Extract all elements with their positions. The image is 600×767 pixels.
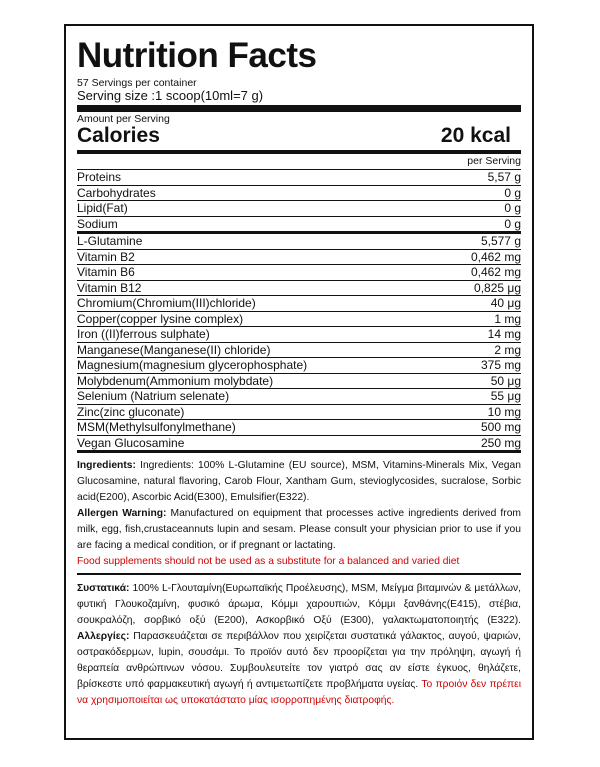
supplement-warning: Food supplements should not be used as a substitute for a balanced and varied diet <box>77 556 460 567</box>
ingredient-value: 375 mg <box>480 358 521 372</box>
nutrient-value: 0 g <box>504 216 521 231</box>
ingredient-name: Chromium(Chromium(III)chloride) <box>77 296 256 310</box>
calories-row <box>77 125 521 147</box>
ingredient-value: 1 mg <box>494 311 521 326</box>
nutrient-value: 0 g <box>504 201 521 215</box>
table-row <box>77 405 521 421</box>
ingredient-value: 250 mg <box>480 435 521 450</box>
greek-allergen-text: Παρασκευάζεται σε περιβάλλον που χειρίζεται συστατικά γάλακτος, αυγού, ψαριών, οστρακόδερμων, lupin, σουσάμι. Το προϊόν αυτό δεν προορίζεται για την πρόληψη, αγωγή ή θεραπεία ανθρώπινων νόσου. Συμβουλευτείτε τον γιατρό σας αν είστε έγκυος, θηλάζετε, βρίσκεστε υπό φαρμακευτική αγωγή ή αντιμετωπίζετε προβλήματα υγείας. <box>77 631 521 690</box>
nutrient-value: 0 g <box>504 185 521 200</box>
ingredient-name: Zinc(zinc gluconate) <box>77 404 185 419</box>
ingredient-name: Vitamin B12 <box>77 280 142 295</box>
ingredient-name: Magnesium(magnesium glycerophosphate) <box>77 358 308 372</box>
nutrient-name: Lipid(Fat) <box>77 201 128 215</box>
table-row <box>77 170 521 186</box>
allergen-text: Manufactured on equipment that processes active ingredients derived from milk, egg, fish,crustaceannuts lupin and sesam. Please consult your physician prior to use if you are facing a medical condition, or if pregnant or lactating. <box>77 508 521 551</box>
table-row <box>77 186 521 202</box>
ingredient-name: Iron ((II)ferrous sulphate) <box>77 327 210 341</box>
thick-divider <box>77 105 521 112</box>
serving-size: Serving size :1 scoop(10ml=7 g) <box>77 88 264 103</box>
calories-label: Calories <box>77 124 160 147</box>
greek-allergen-label: Αλλεργίες: <box>77 631 130 642</box>
ingredient-value: 14 mg <box>487 327 521 341</box>
table-row <box>77 250 521 266</box>
ingredient-name: Vitamin B2 <box>77 249 135 264</box>
ingredient-value: 0,462 mg <box>470 249 521 264</box>
ingredient-name: Vitamin B6 <box>77 265 135 279</box>
table-row <box>77 217 521 235</box>
ingredient-value: 0,825 μg <box>474 280 521 295</box>
label-title: Nutrition Facts <box>77 36 317 75</box>
ingredient-name: Manganese(Manganese(II) chloride) <box>77 342 271 357</box>
ingredient-value: 2 mg <box>494 342 521 357</box>
table-row <box>77 312 521 328</box>
table-row <box>77 358 521 374</box>
ingredient-value: 5,577 g <box>480 234 521 248</box>
calories-value: 20 kcal <box>440 124 511 147</box>
ingredient-value: 50 μg <box>490 373 521 388</box>
english-section <box>77 458 521 570</box>
ingredients-text: Ingredients: 100% L-Glutamine (EU source), MSM, Vitamins-Minerals Mix, Vegan Glucosamine, natural flavoring, Carob Flour, Xantham Gum, stevioglycosides, sucralose, Sorbic acid(E200), Ascorbic Acid(E300), Emulsifier(E322). <box>77 460 521 503</box>
ingredient-name: L-Glutamine <box>77 234 143 248</box>
allergen-label: Allergen Warning: <box>77 508 167 519</box>
amount-per-serving: Amount per Serving <box>77 113 170 125</box>
greek-ingredients-label: Συστατικά: <box>77 583 130 594</box>
section-divider <box>77 573 521 575</box>
ingredient-name: Molybdenum(Ammonium molybdate) <box>77 373 274 388</box>
table-row <box>77 374 521 390</box>
table-row <box>77 389 521 405</box>
greek-section <box>77 581 521 709</box>
table-row <box>77 201 521 217</box>
table-row <box>77 234 521 250</box>
ingredient-value: 0,462 mg <box>470 265 521 279</box>
greek-ingredients-text: 100% L-Γλουταμίνη(Ευρωπαϊκής Προέλευσης), MSM, Μείγμα βιταμινών & μετάλλων, φυτική Γλουκοζαμίνη, φυσικό άρωμα, Κόμμι χαρουπιών, Κόμμι ξανθάνης(E415), στέβια, σουκραλόζη, σορβικό οξύ (Ε200), Ασκορβικό Οξύ (Ε300), γαλακτωματοποιητής (Ε322). <box>77 583 521 626</box>
table-row <box>77 296 521 312</box>
ingredient-value: 500 mg <box>480 420 521 434</box>
table-row <box>77 327 521 343</box>
table-row <box>77 420 521 436</box>
macros-table <box>77 170 521 234</box>
table-row <box>77 265 521 281</box>
ingredient-name: MSM(Methylsulfonylmethane) <box>77 420 236 434</box>
active-ingredients-table <box>77 234 521 453</box>
table-row <box>77 281 521 297</box>
ingredient-value: 40 μg <box>490 296 521 310</box>
servings-per-container: 57 Servings per container <box>77 77 197 89</box>
table-row <box>77 343 521 359</box>
greek-supplement-warning: Το προιόν δεν πρέπει να χρησιμοποιείται ως υποκατάστατο μίας ισορροπημένης διατροφής. <box>77 679 521 706</box>
ingredient-name: Selenium (Natrium selenate) <box>77 389 230 403</box>
ingredient-value: 10 mg <box>487 404 521 419</box>
nutrition-label <box>64 24 534 740</box>
table-row <box>77 436 521 454</box>
nutrient-name: Proteins <box>77 170 122 184</box>
ingredient-name: Vegan Glucosamine <box>77 435 185 450</box>
ingredients-label: Ingredients: <box>77 460 136 471</box>
nutrient-name: Carbohydrates <box>77 185 156 200</box>
ingredient-value: 55 μg <box>490 389 521 403</box>
per-serving-header: per Serving <box>77 154 521 170</box>
nutrient-value: 5,57 g <box>487 170 521 184</box>
ingredient-name: Copper(copper lysine complex) <box>77 311 244 326</box>
nutrient-name: Sodium <box>77 216 118 231</box>
